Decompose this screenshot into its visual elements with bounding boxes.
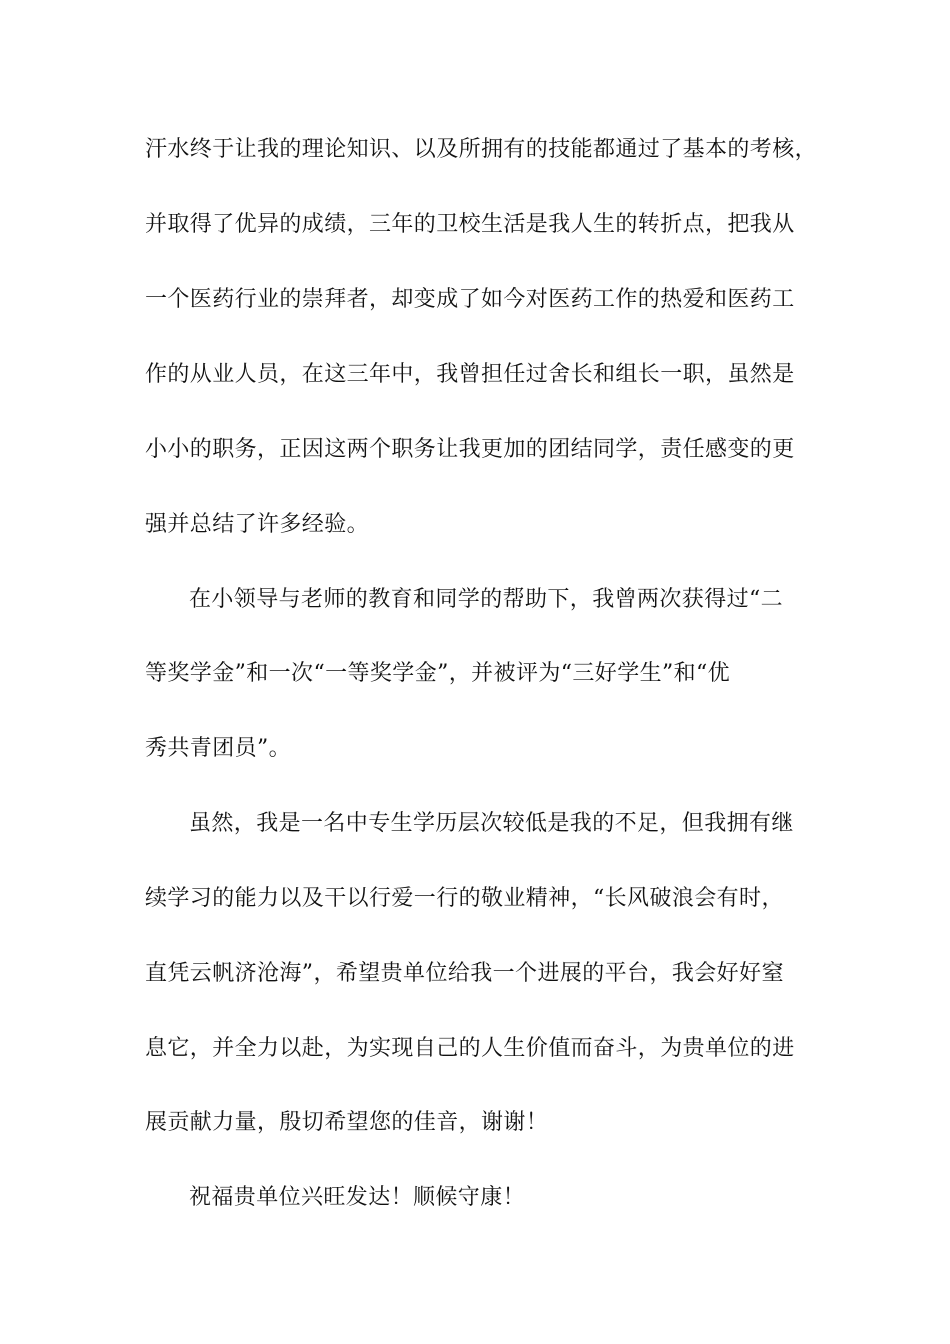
text-line: 秀共青团员”。 [145, 736, 292, 761]
text-line: 作的从业人员，在这三年中，我曾担任过舍长和组长一职，虽然是 [145, 362, 795, 387]
text-line: 一个医药行业的崇拜者，却变成了如今对医药工作的热爱和医药工 [145, 287, 795, 312]
text-line: 强并总结了许多经验。 [145, 512, 370, 537]
text-line: 息它，并全力以赴，为实现自己的人生价值而奋斗，为贵单位的进 [145, 1036, 795, 1061]
closing-line: 祝福贵单位兴旺发达！顺候守康！ [189, 1185, 526, 1210]
text-line: 直凭云帆济沧海”，希望贵单位给我一个进展的平台，我会好好窒 [145, 961, 784, 986]
text-line: 并取得了优异的成绩，三年的卫校生活是我人生的转折点，把我从 [145, 212, 795, 237]
paragraph-start-line: 虽然，我是一名中专生学历层次较低是我的不足，但我拥有继 [189, 811, 794, 836]
text-line: 等奖学金”和一次“一等奖学金”，并被评为“三好学生”和“优 [145, 661, 731, 686]
text-line: 汗水终于让我的理论知识、以及所拥有的技能都通过了基本的考核， [145, 137, 818, 162]
text-line: 续学习的能力以及干以行爱一行的敬业精神，“长风破浪会有时， [145, 886, 784, 911]
text-line: 展贡献力量，殷切希望您的佳音，谢谢！ [145, 1110, 549, 1135]
text-line: 小小的职务，正因这两个职务让我更加的团结同学，责任感变的更 [145, 437, 795, 462]
paragraph-start-line: 在小领导与老师的教育和同学的帮助下，我曾两次获得过“二 [189, 587, 784, 612]
